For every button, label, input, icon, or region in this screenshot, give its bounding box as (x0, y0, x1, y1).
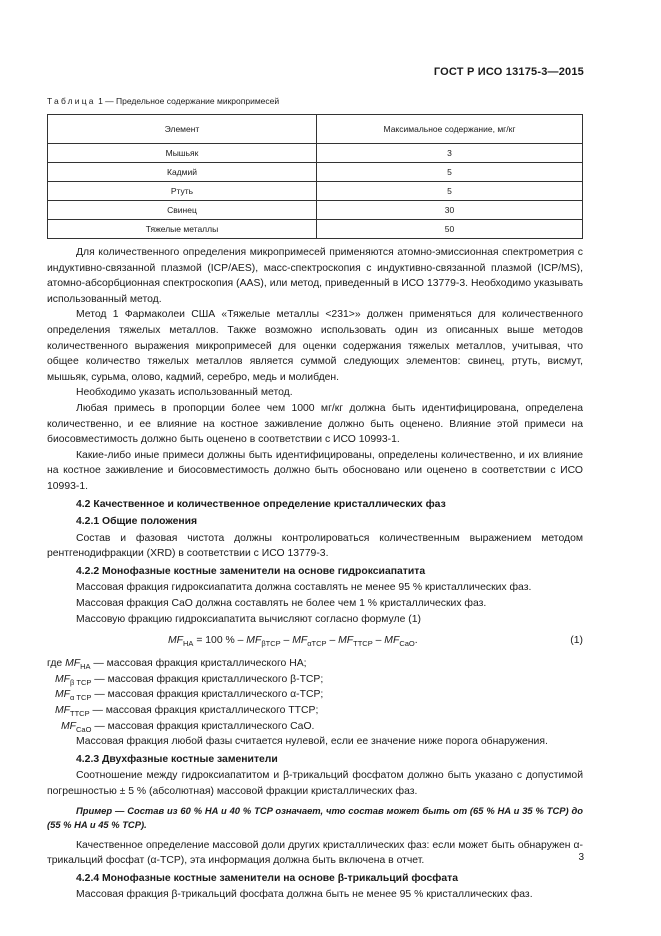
table-row (48, 163, 583, 182)
table-caption-text: 1 — Предельное содержание микропримесей (95, 96, 280, 106)
section-heading-4-2-3: 4.2.3 Двухфазные костные заменители (76, 753, 278, 765)
paragraph: Для количественного определения микропримесей применяются атомно-эмиссионная спектрометрия с индуктивно-связанной плазмой (ICP/AES), масс-спектроскопия с индуктивно-связанной плазмой (ICP/MS), атомно-абсорбционная спектроскопия (AAS), или метод, приведенный в ИСО 13779-3. Необходимо указывать использованный метод. (47, 247, 583, 305)
section-heading-4-2-1: 4.2.1 Общие положения (76, 516, 198, 528)
column-header-max-content: Максимальное содержание, мг/кг (317, 115, 583, 144)
paragraph: Массовая фракция любой фазы считается нулевой, если ее значение ниже порога обнаружения. (76, 736, 548, 748)
section-heading-4-2-2: 4.2.2 Монофазные костные заменители на основе гидроксиапатита (76, 565, 426, 577)
paragraph: Метод 1 Фармаколеи США «Тяжелые металлы <231>» должен применяться для количественного определения тяжелых металлов. Также возможно использовать один из описанных выше методов количественного выражения микропримесей для оценки содержания тяжелых металлов, учитывая, что общее количество тяжелых металлов является суммой следующих элементов: свинец, ртуть, висмут, мышьяк, сурьма, олово, кадмий, серебро, медь и молибден. (47, 309, 583, 383)
standard-code-header: ГОСТ Р ИСО 13175-3—2015 (433, 66, 584, 78)
section-heading-4-2-4: 4.2.4 Монофазные костные заменители на основе β-трикальций фосфата (76, 872, 459, 884)
table-row (48, 144, 583, 163)
paragraph: Какие-либо иные примеси должны быть идентифицированы, определены количественно, и их влияние на костное заживление и биосовместимость должно быть обосновано или оценено в соответствии с ИСО 10993-1. (47, 449, 583, 492)
paragraph: Необходимо указать использованный метод. (76, 387, 293, 399)
section-heading-4-2: 4.2 Качественное и количественное определение кристаллических фаз (76, 498, 446, 510)
table-row (48, 182, 583, 201)
cell-value: 5 (317, 163, 583, 182)
paragraph: Массовая фракция гидроксиапатита должна составлять не менее 95 % кристаллических фаз. (76, 582, 532, 594)
cell-element: Кадмий (48, 163, 317, 182)
definition-cao: $MF_{CaO}$ — массовая фракция кристаллического CaO. (61, 720, 315, 734)
formula-number: (1) (570, 635, 583, 647)
trace-impurities-table (47, 114, 583, 239)
definition-ha: где $MF_{HA}$ — массовая фракция кристаллического HA; (47, 658, 307, 672)
formula-definitions (47, 656, 583, 734)
paragraph: Качественное определение массовой доли других кристаллических фаз: если может быть обнаружен α-трикальций фосфат (α-TCP), эта информация должна быть включена в отчет. (47, 839, 583, 867)
cell-value: 30 (317, 201, 583, 220)
definition-atcp: $MF_{\alpha TCP}$ — массовая фракция кристаллического α-TCP; (55, 689, 324, 703)
cell-value: 5 (317, 182, 583, 201)
table-header-row (48, 115, 583, 144)
column-header-element: Элемент (48, 115, 317, 144)
table-row (48, 220, 583, 239)
paragraph: Массовая фракция CaO должна составлять не более чем 1 % кристаллических фаз. (76, 598, 487, 610)
formula-1 (47, 630, 583, 652)
definition-ttcp: $MF_{TTCP}$ — массовая фракция кристаллического TTCP; (55, 705, 319, 719)
cell-value: 3 (317, 144, 583, 163)
document-body (47, 245, 583, 903)
table-row (48, 201, 583, 220)
paragraph: Состав и фазовая чистота должны контролироваться количественным выражением методом рентгенодифракции (XRD) в соответствии с ИСО 13779-3. (47, 532, 583, 560)
cell-value: 50 (317, 220, 583, 239)
paragraph: Массовую фракцию гидроксиапатита вычисляют согласно формуле (1) (76, 613, 421, 625)
cell-element: Мышьяк (48, 144, 317, 163)
definition-btcp: $MF_{\beta TCP}$ — массовая фракция кристаллического β-TCP; (55, 673, 324, 687)
paragraph: Соотношение между гидроксиапатитом и β-трикальций фосфатом должно быть указано с допустимой погрешностью ± 5 % (абсолютная) массовой фракции кристаллических фаз. (47, 770, 583, 797)
cell-element: Свинец (48, 201, 317, 220)
cell-element: Тяжелые металлы (48, 220, 317, 239)
paragraph: Массовая фракция β-трикальций фосфата должна быть не менее 95 % кристаллических фаз. (76, 889, 533, 901)
table-caption (47, 96, 279, 106)
example-note: Пример — Состав из 60 % HA и 40 % TCP означает, что состав может быть от (65 % HA и 35 % TCP) до (55 % HA и 45 % TCP). (47, 804, 583, 830)
formula-expression: $MF_{HA} = 100$ % – $MF_{\beta TCP} - MF_{\alpha TCP} - MF_{TTCP} - MF_{CaO}$. (168, 635, 418, 649)
cell-element: Ртуть (48, 182, 317, 201)
page-number: 3 (578, 852, 584, 863)
table-caption-word: Таблица (47, 96, 96, 106)
paragraph: Любая примесь в пропорции более чем 1000 мг/кг должна быть идентифицирована, определена количественно, и ее влияние на костное заживление должно быть оценено. Влияние этой примеси на биосовместимость должно быть оценено в соответствии с ИСО 10993-1. (47, 402, 583, 446)
